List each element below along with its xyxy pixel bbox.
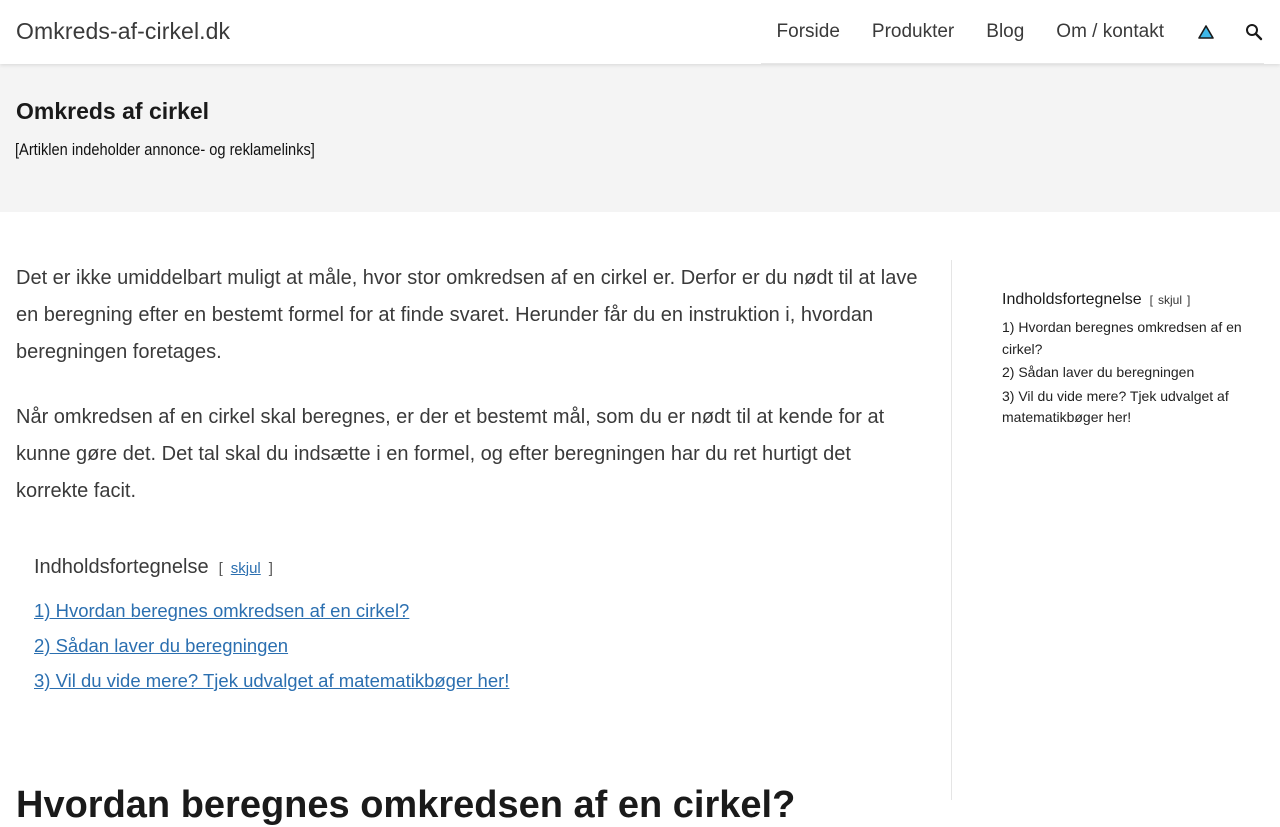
nav-item-forside[interactable]: Forside [776,20,840,42]
toc-title: Indholdsfortegnelse [34,556,209,578]
sidebar-toc [1002,291,1264,431]
sidebar-bracket-open: [ [1149,293,1153,307]
site-header [0,0,1280,64]
toc-link-3[interactable]: 3) Vil du vide mere? Tjek udvalget af matematikbøger her! [34,670,510,691]
warning-icon[interactable] [1196,22,1216,42]
toc-box [16,556,926,698]
main-nav [761,0,1264,64]
toc-bracket-close: ] [268,560,273,577]
toc-hide-link[interactable]: skjul [230,560,261,577]
intro-paragraph-2: Når omkredsen af en cirkel skal beregnes, er der et bestemt mål, som du er nødt til at kende for at kunne gøre det. Det tal skal du indsætte i en formel, og efter beregningen har du ret hurtigt det korrekte facit. [16,406,885,502]
sidebar-toc-link-1[interactable]: 1) Hvordan beregnes omkredsen af en cirkel? [1002,319,1242,357]
toc-bracket-open: [ [218,560,223,577]
sidebar-toc-title: Indholdsfortegnelse [1002,291,1142,308]
toc-link-1[interactable]: 1) Hvordan beregnes omkredsen af en cirkel? [34,600,410,621]
sidebar-bracket-close: ] [1187,293,1191,307]
page-hero [0,64,1280,212]
intro-paragraph-1: Det er ikke umiddelbart muligt at måle, hvor stor omkredsen af en cirkel er. Derfor er du nødt til at lave en beregning efter en bestemt formel for at finde svaret. Herunder får du en instruktion i, hvordan beregningen foretages. [16,267,918,363]
sidebar-toc-link-3[interactable]: 3) Vil du vide mere? Tjek udvalget af matematikbøger her! [1002,387,1229,425]
sidebar-toc-hide-link[interactable]: skjul [1158,293,1183,307]
nav-item-om-kontakt[interactable]: Om / kontakt [1056,20,1164,42]
search-icon[interactable] [1244,22,1264,42]
sidebar-toc-toggle-wrapper [1150,293,1191,307]
sidebar-toc-link-2[interactable]: 2) Sådan laver du beregningen [1002,364,1195,380]
toc-toggle-wrapper [219,560,273,577]
sidebar-divider [951,260,952,800]
site-title-link[interactable]: Omkreds-af-cirkel.dk [16,18,231,44]
toc-item [34,628,926,663]
toc-list [34,593,926,698]
sidebar-toc-list [1002,317,1264,429]
toc-item [34,593,926,628]
sidebar-toc-header [1002,291,1264,309]
nav-item-produkter[interactable]: Produkter [871,20,955,42]
page-title: Omkreds af cirkel [16,98,210,124]
nav-item-blog[interactable]: Blog [986,20,1025,42]
article-content [16,260,926,698]
toc-item [34,663,926,698]
ad-disclaimer: [Artiklen indeholder annonce- og reklamelinks] [15,140,315,159]
toc-header [34,556,926,579]
toc-link-2[interactable]: 2) Sådan laver du beregningen [34,635,289,656]
section-heading: Hvordan beregnes omkredsen af en cirkel? [16,784,796,826]
